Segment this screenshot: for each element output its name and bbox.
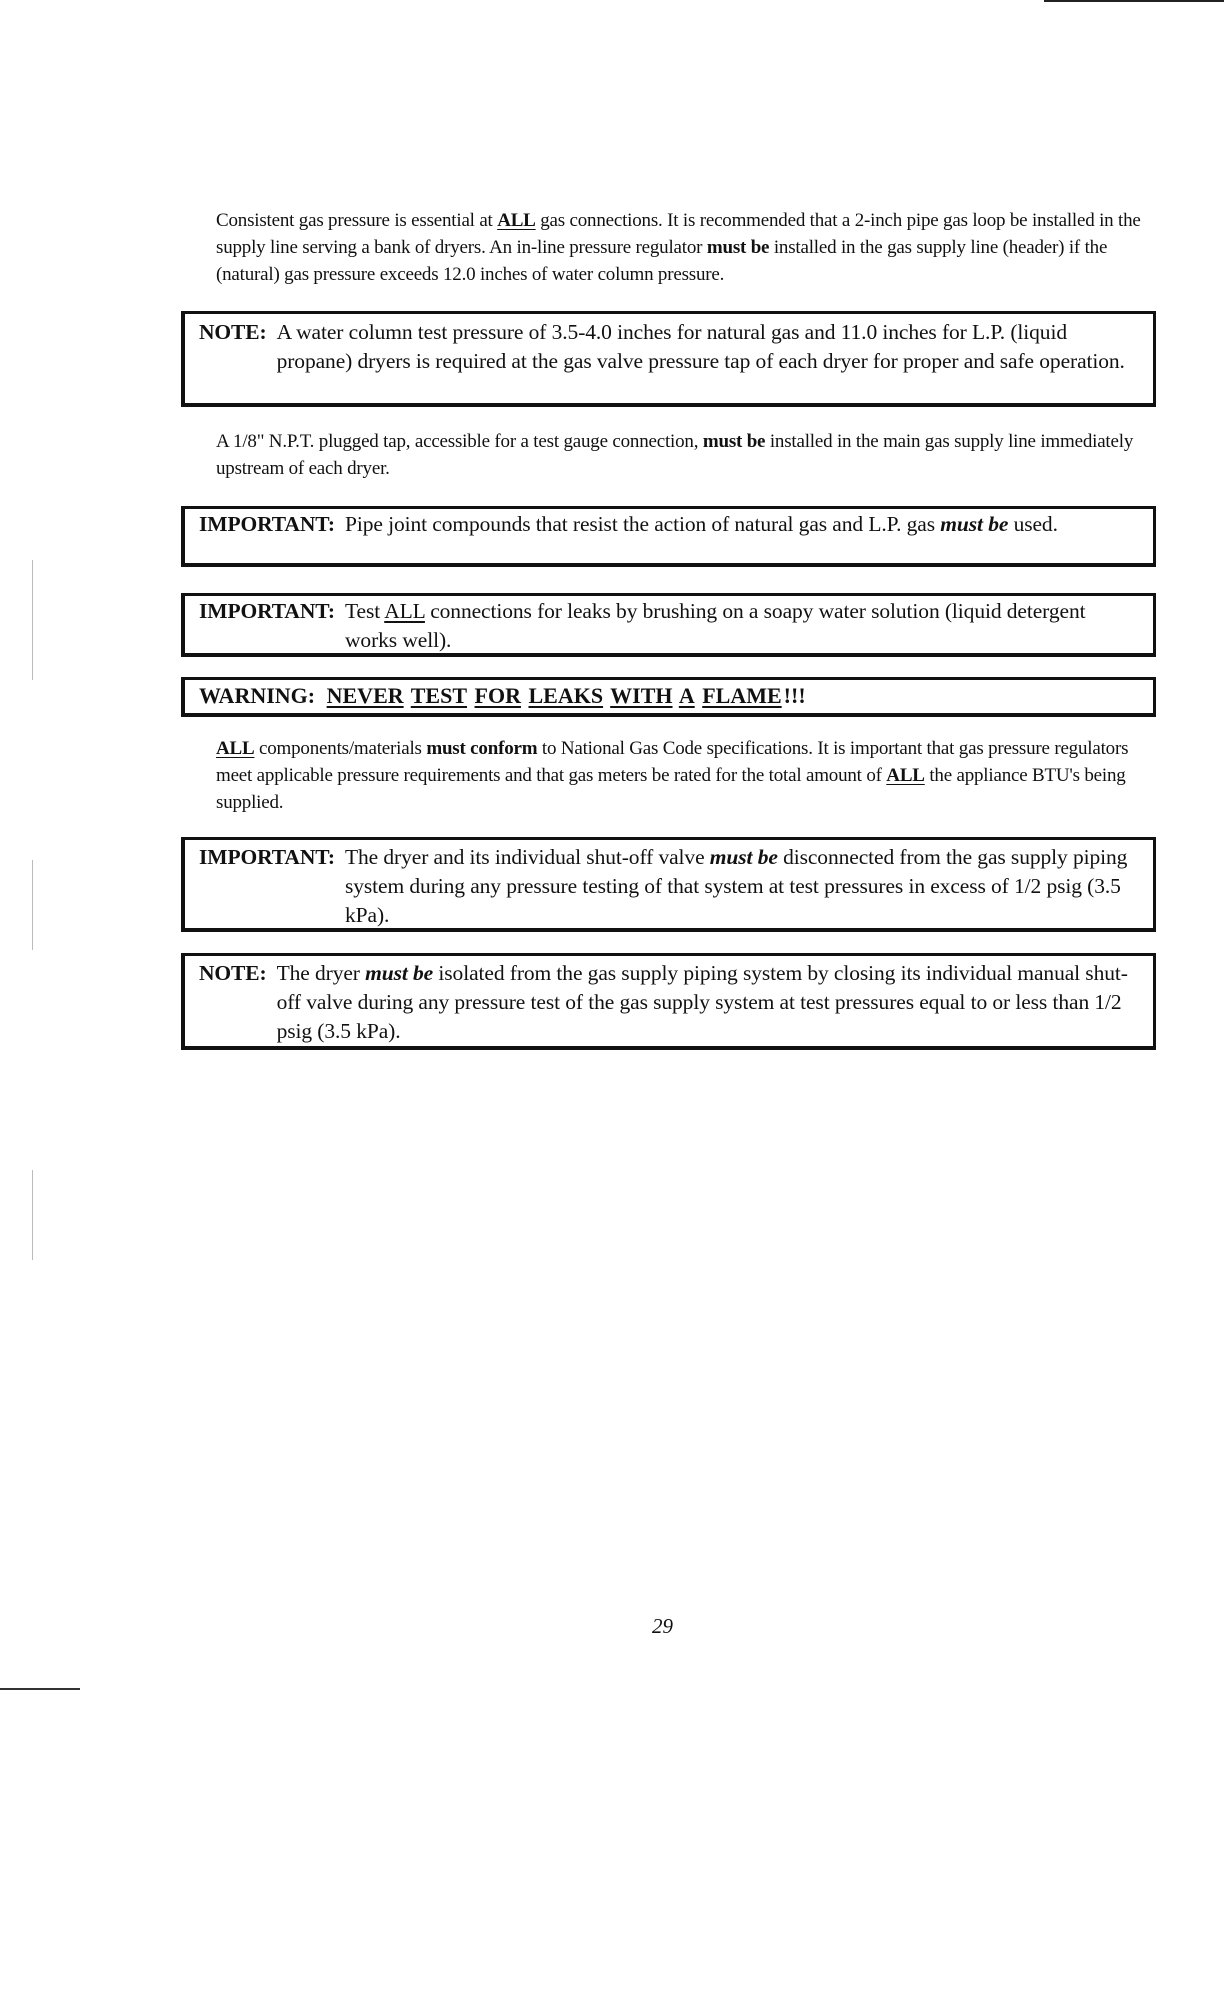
emphasis-all: ALL — [497, 210, 536, 231]
important-label: IMPORTANT: — [199, 845, 335, 869]
paragraph-npt-tap — [216, 428, 1159, 482]
important-box-disconnect — [181, 837, 1156, 932]
warning-label: WARNING: — [199, 683, 316, 708]
emphasis-must-be: must be — [702, 431, 766, 452]
page-number: 29 — [652, 1614, 673, 1638]
emphasis-all: ALL — [216, 738, 255, 759]
paragraph-gas-code — [216, 735, 1159, 816]
important-label: IMPORTANT: — [199, 512, 335, 536]
text-span: A 1/8" N.P.T. plugged tap, accessible for a test gauge connection, — [216, 431, 703, 452]
warning-word: LEAKS — [528, 683, 604, 708]
important-label: IMPORTANT: — [199, 599, 335, 623]
scan-margin-mark — [32, 1170, 33, 1260]
text-span: disconnected from the gas supply piping system during any pressure testing of that system at test pressures in excess of 1/2 psig (3.5 kPa). — [345, 845, 1128, 927]
emphasis-must-be: must be — [706, 237, 770, 258]
note-box-test-pressure — [181, 311, 1156, 407]
warning-word: WITH — [610, 683, 673, 708]
text-span: The dryer and its individual shut-off valve — [345, 845, 710, 869]
scan-artifact-left — [0, 1688, 80, 1690]
warning-word: TEST — [410, 683, 468, 708]
text-span: installed in the gas supply line (header) if the (natural) gas pressure exceeds 12.0 inches of water column pressure. — [216, 237, 1108, 285]
important-box-pipe-joint — [181, 506, 1156, 567]
note-text: A water column test pressure of 3.5-4.0 inches for natural gas and 11.0 inches for L.P. (liquid propane) dryers is required at the gas valve pressure tap of each dryer for proper and safe operation. — [276, 320, 1125, 373]
emphasis-must-conform: must conform — [426, 738, 538, 759]
text-span: installed in the main gas supply line immediately upstream of each dryer. — [216, 431, 1134, 479]
text-span: The dryer — [276, 961, 366, 985]
emphasis-must-be: must be — [709, 845, 778, 869]
text-span: Pipe joint compounds that resist the action of natural gas and L.P. gas — [345, 512, 941, 536]
text-span: components/materials — [254, 738, 427, 759]
text-span: connections for leaks by brushing on a soapy water solution (liquid detergent works well). — [345, 599, 1086, 652]
warning-suffix: !!! — [783, 683, 806, 708]
scan-artifact-top — [1044, 0, 1224, 2]
warning-word: FOR — [474, 683, 521, 708]
text-span: gas connections. It is recommended that a 2-inch pipe gas loop be installed in the supply line serving a bank of dryers. An in-line pressure regulator — [216, 210, 1141, 258]
emphasis-must-be: must be — [365, 961, 434, 985]
text-span: Test — [345, 599, 385, 623]
scan-margin-mark — [32, 560, 33, 680]
note-label: NOTE: — [199, 320, 267, 344]
note-box-isolate — [181, 953, 1156, 1050]
text-span: Consistent gas pressure is essential at — [216, 210, 498, 231]
important-box-leak-test — [181, 593, 1156, 657]
text-span: to National Gas Code specifications. It is important that gas pressure regulators meet applicable pressure requirements and that gas meters be rated for the total amount of — [216, 738, 1129, 786]
warning-word: A — [678, 683, 695, 708]
text-span: isolated from the gas supply piping system by closing its individual manual shut-off valve during any pressure test of the gas supply system at test pressures equal to or less than 1/2 psig (3.5 kPa). — [276, 961, 1128, 1043]
scan-margin-mark — [32, 860, 33, 950]
warning-box-flame — [181, 677, 1156, 717]
warning-word: FLAME — [702, 683, 782, 708]
emphasis-all: ALL — [886, 765, 925, 786]
text-span: used. — [1008, 512, 1058, 536]
text-span: the appliance BTU's being supplied. — [216, 765, 1126, 813]
warning-word: NEVER — [326, 683, 404, 708]
emphasis-all: ALL — [384, 599, 425, 623]
paragraph-gas-pressure — [216, 207, 1159, 288]
emphasis-must-be: must be — [940, 512, 1009, 536]
note-label: NOTE: — [199, 961, 267, 985]
